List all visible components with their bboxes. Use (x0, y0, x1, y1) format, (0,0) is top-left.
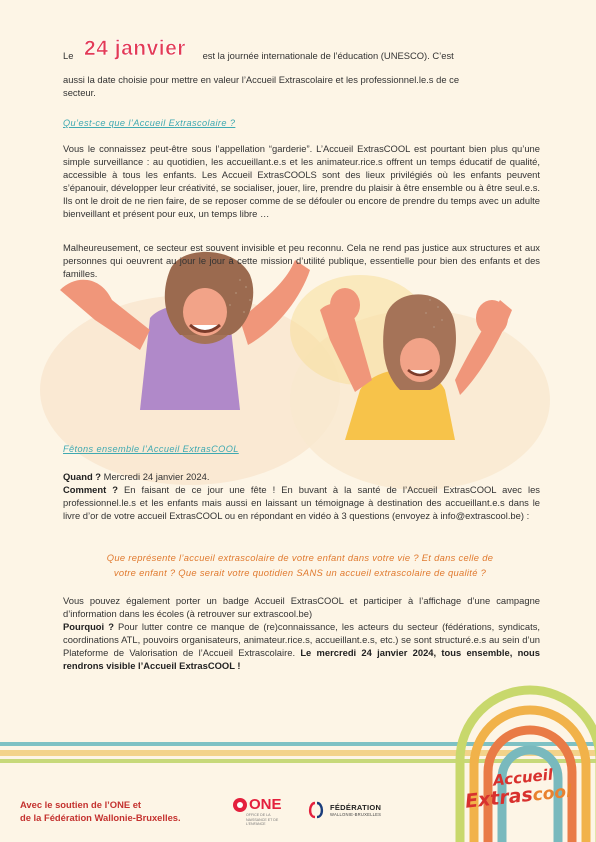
one-logo-text: ONE (249, 796, 282, 813)
quand-line (63, 470, 540, 483)
federation-logo-mark (306, 801, 326, 819)
section2-heading: Fêtons ensemble l’Accueil ExtrasCOOL (63, 444, 239, 454)
brand-accueil: Accueil (492, 765, 554, 790)
questions-line-1: Que représente l’accueil extrascolaire de votre enfant dans votre vie ? Et dans celle de (106, 552, 494, 563)
section3-paragraph-1: Vous pouvez également porter un badge Accueil ExtrasCOOL et participer à l’affichage d’une campagne d’information dans les écoles (à retrouver sur extrascool.be) (63, 595, 540, 619)
federation-logo-line2: WALLONIE-BRUXELLES (330, 812, 382, 817)
quand-label: Quand ? (63, 471, 102, 482)
federation-logo-line1: FÉDÉRATION (330, 803, 382, 812)
quand-text: Mercredi 24 janvier 2024. (101, 471, 210, 482)
comment-label: Comment ? (63, 484, 118, 495)
intro-line-3: secteur. (63, 87, 96, 98)
intro-line1-text: est la journée internationale de l’éducation (UNESCO). C’est (202, 50, 454, 61)
support-line-2: de la Fédération Wallonie-Bruxelles. (20, 812, 181, 823)
final-bold-text: Le mercredi 24 janvier 2024, tous ensemble, nous rendrons visible l’Accueil ExtrasCOOL ! (63, 647, 540, 671)
pourquoi-text: Pour lutter contre ce manque de (re)connaissance, les acteurs du secteur (fédérations, syndicats, coordinations ATL, pouvoirs organisateurs, animateur.rice.s, accueillant.e.s, etc.) se sont structuré.e.s au sein d’un Plateforme de Valorisation de l’Accueil Extrascolaire. (63, 621, 540, 658)
brand-extras: Extras (464, 783, 534, 813)
intro-line-1 (63, 37, 553, 62)
footer-stripe-yellow (0, 750, 596, 756)
pourquoi-paragraph (63, 620, 540, 672)
one-logo-subtitle: OFFICE DE LA NAISSANCE ET DE L’ENFANCE (246, 813, 279, 826)
intro-date: 24 janvier (84, 37, 186, 60)
questions-line-2: votre enfant ? Que serait votre quotidien SANS un accueil extrascolaire de qualité ? (113, 567, 487, 578)
intro-le: Le (63, 50, 74, 61)
section1-paragraph-1: Vous le connaissez peut-être sous l’appellation “garderie”. L’Accueil ExtrasCOOL est pourtant bien plus qu’une simple surveillance : au quotidien, les accueillant.e.s et les animateur.rice.s offrent un temps éducatif de qualité, accessible à tous les enfants. Les Accueil ExtrasCOOLS sont des lieux privilégiés où les enfants peuvent s’épanouir, développer leur créativité, se socialiser, jouer, lire, prendre du plaisir à être ensemble ou à être seul.e.s. Ils ont le droit de ne rien faire, de se reposer comme de se défouler ou encore de prendre du temps avec un adulte bienveillant et présent pour eux, un temps libre … (63, 143, 540, 219)
intro-line-2: aussi la date choisie pour mettre en valeur l’Accueil Extrascolaire et les professionnel.le.s de ce (63, 74, 460, 85)
pourquoi-label: Pourquoi ? (63, 621, 114, 632)
one-logo (232, 796, 290, 827)
footer-support-text (20, 798, 181, 824)
brand-cool: cool (531, 781, 573, 806)
federation-logo (306, 801, 381, 819)
support-line-1: Avec le soutien de l’ONE et (20, 799, 142, 810)
section1-heading: Qu’est-ce que l’Accueil Extrascolaire ? (63, 118, 236, 128)
comment-text: En faisant de ce jour une fête ! En buvant à la santé de l’Accueil ExtrasCOOL avec les professionnel.le.s et les enfants mais aussi en laissant un témoignage à destination des accueillant.e.s dans le livre d’or de votre accueil ExtrasCOOL ou en répondant en vidéo à 3 questions (envoyez à info@extrascool.be) : (63, 484, 540, 521)
one-logo-mark (232, 797, 248, 813)
comment-paragraph (63, 483, 540, 522)
section1-paragraph-2: Malheureusement, ce secteur est souvent invisible et peu reconnu. Cela ne rend pas justice aux structures et aux personnes qui oeuvrent au jour le jour à cette mission d’utilité publique, essentielle pour bien des enfants et des familles. (63, 242, 540, 279)
